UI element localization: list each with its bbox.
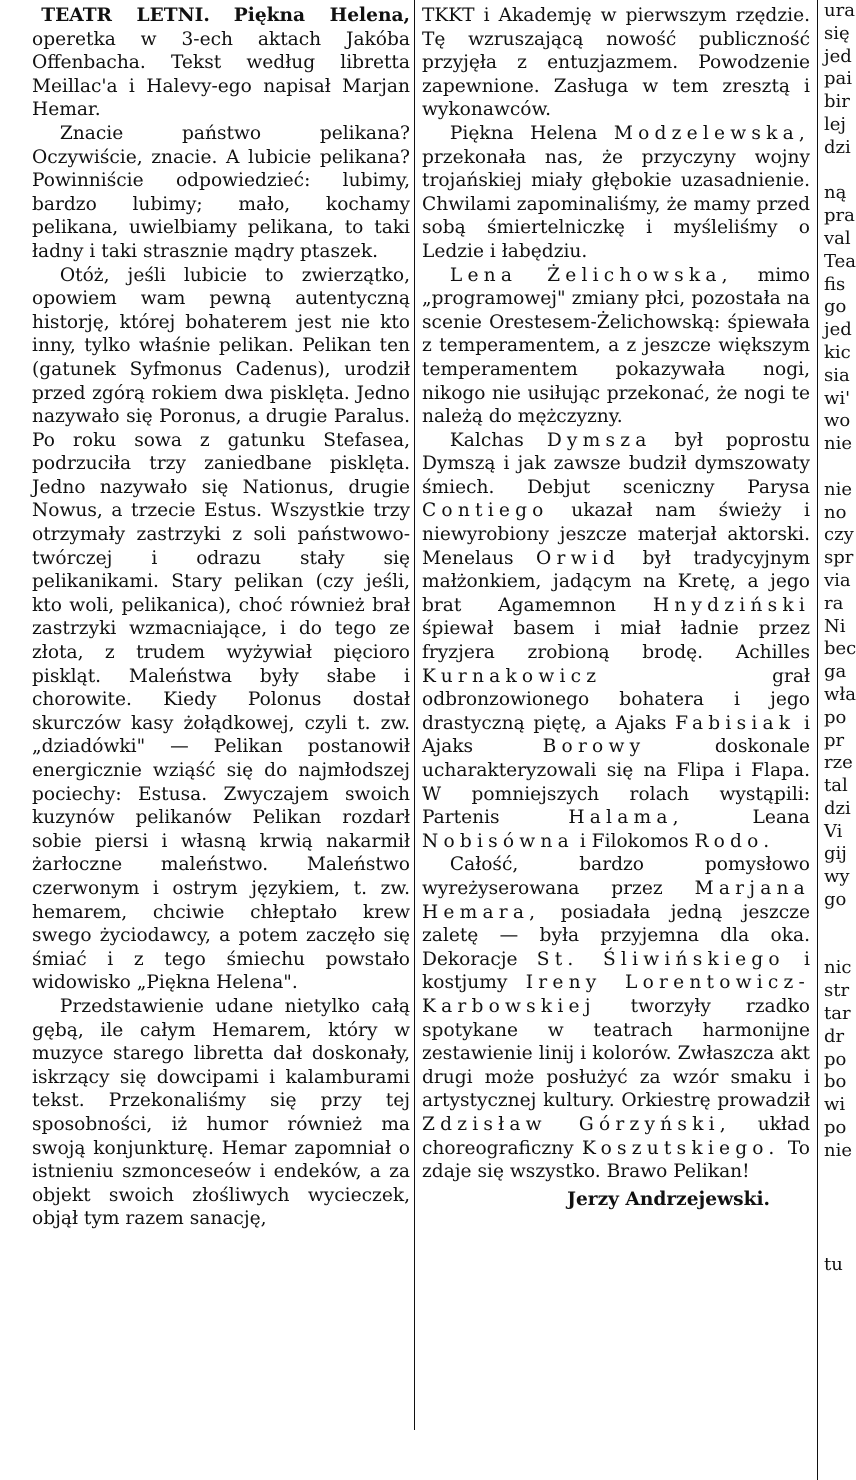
play-title: Piękna Helena, [233, 5, 410, 26]
actor-name: Borowy [542, 736, 646, 758]
line-fragment: sia [824, 364, 850, 386]
line-fragment: wi' [824, 387, 851, 409]
text-run: śpiewał basem i miał ładnie przez fryzjera zrobioną brodę. Achilles [422, 618, 810, 664]
text-run: doskonale ucharakteryzowali się na Flipa i Flapa. W pomniejszych rolach wystąpili: Partenis [422, 736, 810, 829]
line-fragment: wi [824, 1094, 846, 1116]
line-fragment [824, 1185, 853, 1208]
designer-name: St. Śliwińskiego [536, 948, 785, 970]
article-column-3-cropped [824, 0, 856, 1277]
text-run: przekonała nas, że przyczyny wojny trojańskiej miały głębokie uzasadnienie. Chwilami zapominaliśmy, że mamy przed sobą śmiertelniczkę i myśleliśmy o Ledzie i łabędziu. [422, 146, 810, 262]
actor-name: Modzelewska, [613, 122, 810, 144]
line-fragment: nic [824, 957, 852, 979]
line-fragment: czy [824, 524, 854, 546]
line-fragment: wła [824, 683, 856, 705]
text-run: Piękna Helena [449, 122, 598, 144]
line-fragment: lej [824, 113, 846, 135]
line-fragment: tu [824, 1253, 843, 1275]
line-fragment: no [824, 501, 847, 523]
line-fragment: po [824, 1117, 847, 1139]
line-fragment [824, 160, 853, 183]
text-run: i kostjumy [422, 948, 810, 994]
text-run: i Filokomos [579, 830, 689, 852]
text-run: Całość, bardzo pomysłowo wyreżyserowana przez [422, 854, 810, 899]
text-run: tworzyły rzadko spotykane w teatrach harmonijne zestawienie linij i kolorów. Zwłaszcza akt drugi może posłużyć za wzór smaku i artystycznej kultury. Orkiestrę prowadził [422, 995, 810, 1112]
text-run: układ choreograficzny [422, 1113, 810, 1159]
paragraph [422, 122, 810, 264]
line-fragment: nie [824, 433, 853, 455]
line-fragment: val [824, 227, 851, 249]
actor-name: Hnydziński [652, 594, 810, 616]
actor-name: Lena Żelichowska, [449, 264, 733, 286]
line-fragment: fis [824, 273, 846, 295]
author-signature: Jerzy Andrzejewski. [567, 1188, 770, 1210]
line-fragment: bir [824, 91, 850, 113]
text-run: To zdaje się wszystko. Brawo Pelikan! [422, 1137, 810, 1183]
actor-name: Orwid [536, 547, 620, 569]
actor-name: Halama, [568, 807, 684, 829]
line-fragment: jed [824, 45, 852, 67]
paragraph [422, 429, 810, 854]
paragraph [422, 264, 810, 429]
text-run: Kalchas [449, 429, 524, 451]
line-fragment: ra [824, 592, 844, 614]
paragraph: Otóż, jeśli lubicie to zwierzątko, opowiem wam pewną autentyczną historję, której bohaterem jest nie kto inny, tylko właśnie pelikan. Pelikan ten (gatunek Syfmonus Cadenus), urodził przed zgórą rokiem dwa pisklęta. Jedno nazywało się Poronus, a drugie Paralus. Po roku sowa z gatunku Stefasea, podrzuciła trzy zaniedbane pisklęta. Jedno nazywało się Nationus, drugie Nowus, a trzecie Estus. Wszystkie trzy otrzymały zastrzyki z soli państwowo-twórczej i odrazu stały się pelikanikami. Stary pelikan (czy jeśli, kto woli, pelikanica), choć również brał zastrzyki wzmacniające, i do tego ze złota, z trudem wyżywiał pięcioro piskląt. Maleństwa były słabe i chorowite. Kiedy Polonus dostał skurczów kasy żołądkowej, czyli t. zw. „dziadówki" — Pelikan postanowił energicznie wziąść się do najmłodszej pociechy: Estusa. Zwyczajem swoich kuzynów pelikanów Pelikan rozdarł sobie piersi i własną krwią nakarmił żarłoczne maleństwo. Maleństwo czerwonym i ostrym językiem, t. zw. hemarem, chciwie chłeptało krew swego życiodawcy, a potem zaczęło się śmiać i z tego śmiechu powstało widowisko „Piękna Helena". [32, 264, 410, 994]
article-column-1 [32, 4, 410, 1231]
paragraph: Przedstawienie udane nietylko całą gębą, ile całym Hemarem, który w muzyce starego libretta dał doskonały, iskrzący się dowcipami i kalamburami tekst. Przekonaliśmy się przy tej sposobności, iż humor również ma swoją konjunkturę. Hemar zapomniał o istnieniu szmonceseów i endeków, a za objekt swoich złośliwych wycieczek, objął tym razem sanację, [32, 995, 410, 1230]
actor-name: Contiego [422, 500, 549, 522]
line-fragment: się [824, 22, 850, 44]
text-run: był tradycyjnym małżonkiem, jadącym na Kretę, a jego brat Agamemnon [422, 547, 810, 616]
line-fragment: nie [824, 478, 853, 500]
text-run: Leana [752, 807, 810, 829]
line-fragment: dr [824, 1025, 845, 1047]
line-fragment [824, 935, 853, 958]
section-header: TEATR LETNI. [41, 5, 210, 26]
line-fragment: wo [824, 410, 851, 432]
line-fragment: ga [824, 661, 847, 683]
line-fragment: Ni [824, 615, 846, 637]
line-fragment: pra [824, 205, 855, 227]
text-run: posiadała jedną jeszcze zaletę — była przyjemna dla oka. Dekoracje [422, 901, 810, 970]
line-fragment: spr [824, 547, 854, 569]
line-fragment: Vi [824, 820, 843, 842]
article-column-2 [422, 4, 810, 1211]
line-fragment: go [824, 296, 847, 318]
text-run: mimo „programowej" zmiany płci, pozostała na scenie Orestesem-Żelichowską: śpiewała z temperamentem, a z jeszcze większym temperamentem pokazywała nogi, nikogo nie usiłując przekonać, że nogi te należą do mężczyzny. [422, 264, 810, 428]
choreographer-name: Koszutskiego. [581, 1137, 780, 1159]
line-fragment: pr [824, 729, 845, 751]
line-fragment: bec [824, 638, 856, 660]
line-fragment: wy [824, 866, 850, 888]
paragraph: TKKT i Akademję w pierwszym rzędzie. Tę wzruszającą nowość publiczność przyjęła z entuzjazmem. Powodzenie zapewnione. Zasługa w tem zresztą i wykonawców. [422, 5, 810, 121]
line-fragment: via [824, 569, 851, 591]
column-divider-right [817, 0, 818, 1480]
line-fragment: pai [824, 68, 853, 90]
director-name: Marjana Hemara, [422, 877, 810, 923]
paragraph: Znacie państwo pelikana? Oczywiście, znacie. A lubicie pelikana? Powinniście odpowiedzieć: lubimy, bardzo lubimy; mało, kochamy pelikana, uwielbiamy pelikana, to taki ładny i taki strasznie mądry ptaszek. [32, 122, 410, 262]
actor-name: Nobisówna [422, 830, 574, 852]
line-fragment: tal [824, 775, 848, 797]
line-fragment [824, 1163, 853, 1186]
article-intro [32, 4, 410, 122]
line-fragment [824, 1231, 853, 1254]
intro-text: operetka w 3-ech aktach Jakóba Offenbacha. Tekst według libretta Meillac'a i Halevy-ego napisał Marjan Hemar. [32, 28, 410, 121]
line-fragment: ną [824, 182, 847, 204]
line-fragment: dzi [824, 797, 851, 819]
line-fragment: po [824, 706, 847, 728]
column-divider-left [414, 0, 415, 1430]
text-run: ukazał nam świeży i niewyrobiony jeszcze materjał aktorski. Menelaus [422, 500, 810, 569]
line-fragment: kic [824, 341, 851, 363]
line-fragment: bo [824, 1071, 847, 1093]
text-run: grał odbronzowionego bohatera i jego drastyczną piętę, a Ajaks [422, 665, 810, 734]
line-fragment: str [824, 980, 850, 1002]
line-fragment: nie [824, 1139, 853, 1161]
line-fragment [824, 456, 853, 479]
text-run: był poprostu Dymszą i jak zawsze budził dymszowaty śmiech. Debjut sceniczny Parysa [422, 429, 810, 498]
line-fragment: ura [824, 0, 855, 21]
line-fragment: po [824, 1048, 847, 1070]
line-fragment: go [824, 889, 847, 911]
line-fragment: dzi [824, 136, 851, 158]
conductor-name: Zdzisław Górzyński, [422, 1113, 731, 1135]
line-fragment [824, 1208, 853, 1231]
paragraph [422, 853, 810, 1183]
actor-name: Rodo. [694, 830, 775, 852]
line-fragment [824, 912, 853, 935]
costume-designer-name: Ireny Lorentowicz-Karbowskiej [422, 972, 810, 1017]
line-fragment: gij [824, 843, 847, 865]
actor-name: Kurnakowicz [422, 665, 602, 687]
line-fragment: jed [824, 319, 852, 341]
line-fragment: rze [824, 752, 853, 774]
text-run: i Ajaks [422, 712, 810, 758]
line-fragment: tar [824, 1003, 851, 1025]
line-fragment: Tea [824, 250, 856, 272]
actor-name: Fabisiak [675, 712, 796, 734]
actor-name: Dymsza [546, 429, 652, 451]
